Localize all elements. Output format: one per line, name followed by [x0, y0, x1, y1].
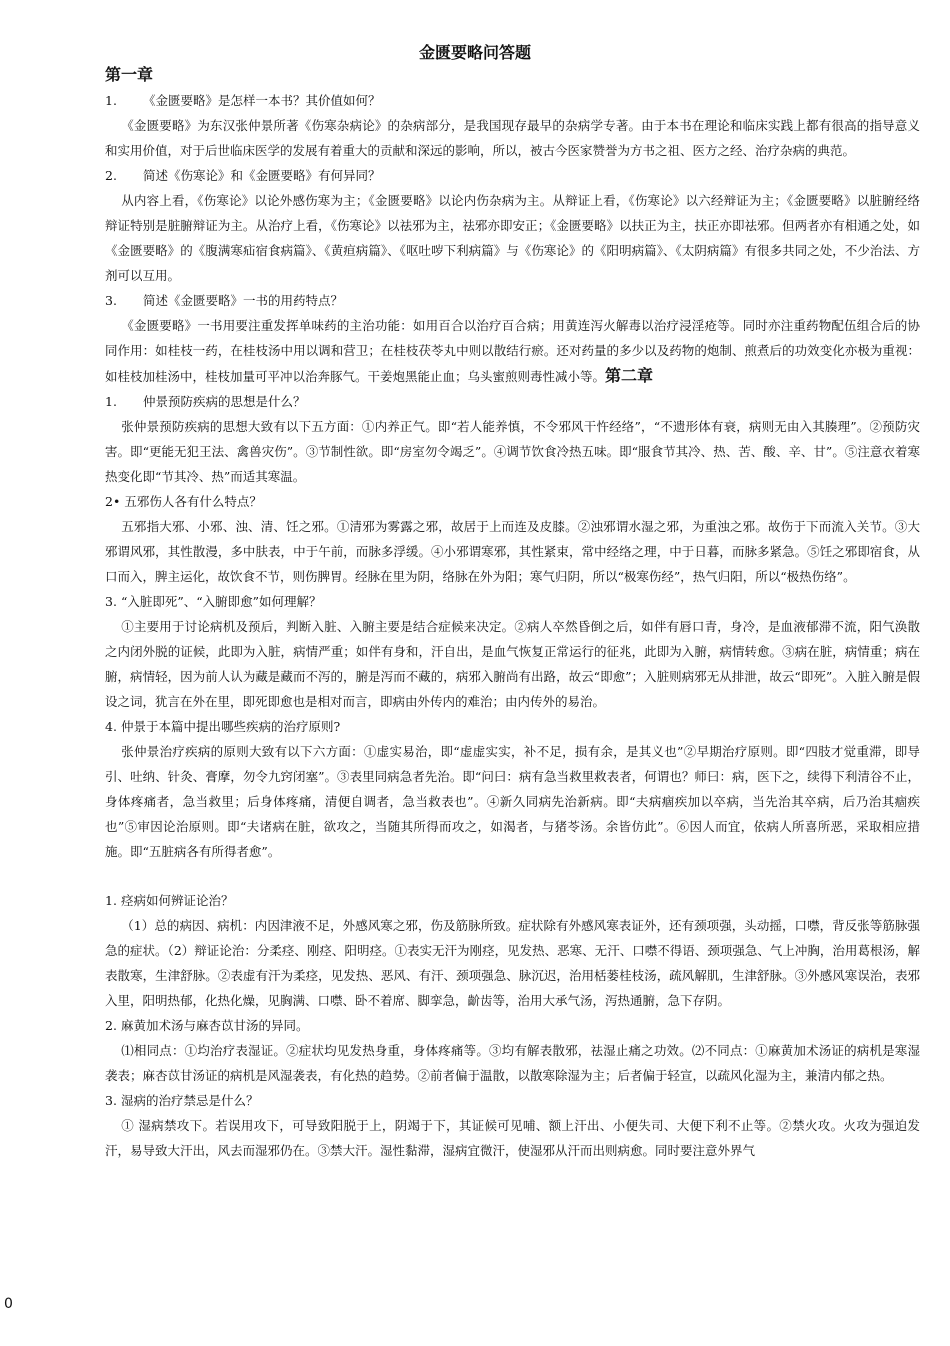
question-text: 五邪伤人各有什么特点？ [124, 494, 262, 509]
question-number: 2. [105, 168, 117, 183]
document-body [105, 62, 920, 1163]
question [105, 88, 920, 113]
question-text: “入脏即死”、“入腑即愈”如何理解？ [120, 594, 322, 609]
answer-paragraph: 五邪指大邪、小邪、浊、清、饪之邪。①清邪为雾露之邪，故居于上而连及皮膝。②浊邪谓水湿之邪，为重浊之邪。故伤于下而流入关节。③大邪谓风邪，其性散漫，多中肤表，中于午前，而脉多浮缓。④小邪谓寒邪，其性紧束，常中经络之理，中于日暮，而脉多紧急。⑤饪之邪即宿食，从口而入，脾主运化，故饮食不节，则伤脾胃。经脉在里为阴，络脉在外为阳；寒气归阴，所以“极寒伤经”，热气归阳，所以“极热伤络”。 [105, 519, 920, 584]
question-number: 1. [105, 93, 117, 108]
question-number: 4. [105, 719, 117, 734]
question [105, 589, 920, 614]
page-number: 0 [4, 1296, 13, 1312]
question-text: 仲景预防疾病的思想是什么？ [143, 394, 306, 409]
question-text: 仲景于本篇中提出哪些疾病的治疗原则? [120, 719, 341, 734]
question [105, 888, 920, 913]
answer-paragraph: ① 湿病禁攻下。若误用攻下，可导致阳脱于上，阴竭于下，其证候可见哺、额上汗出、小便失司、大便下利不止等。②禁火攻。火攻为强迫发汗，易导致大汗出，风去而湿邪仍在。③禁大汗。湿性黏滞，湿病宜微汗，使湿邪从汗而出则病愈。同时要注意外界气 [105, 1118, 920, 1158]
chapter-heading: 第二章 [605, 366, 654, 385]
question [105, 714, 920, 739]
chapter-heading: 第一章 [105, 65, 154, 84]
answer-paragraph [105, 313, 920, 389]
section-gap [105, 864, 920, 888]
answer-paragraph: 从内容上看，《伤寒论》以论外感伤寒为主；《金匮要略》以论内伤杂病为主。从辩证上看，《伤寒论》以六经辩证为主；《金匮要略》以脏腑经络辩证特别是脏腑辩证为主。从治疗上看，《伤寒论》以祛邪为主，祛邪亦即安正；《金匮要略》以扶正为主，扶正亦即祛邪。但两者亦有相通之处，如《金匮要略》的《腹满寒疝宿食病篇》、《黄疸病篇》、《呕吐哕下利病篇》与《伤寒论》的《阳明病篇》、《太阴病篇》有很多共同之处，不少治法、方剂可以互用。 [105, 193, 920, 283]
answer-text: 《金匮要略》一书用要注重发挥单味药的主治功能：如用百合以治疗百合病；用黄连泻火解毒以治疗浸淫疮等。同时亦注重药物配伍组合后的协同作用：如桂枝一药，在桂枝汤中用以调和营卫；在桂枝茯苓丸中则以散结行瘀。还对药量的多少以及药物的炮制、煎煮后的功效变化亦极为重视：如桂枝加桂汤中，桂枝加量可平冲以治奔豚气。干姜炮黑能止血；乌头蜜煎则毒性减小等。 [105, 318, 920, 384]
question-number: 1. [105, 893, 117, 908]
question [105, 489, 920, 514]
question-text: 痉病如何辨证论治？ [120, 893, 234, 908]
question-number: 1. [105, 394, 117, 409]
question [105, 163, 920, 188]
question-number: 3. [105, 1093, 117, 1108]
document-title: 金匮要略问答题 [418, 43, 531, 62]
question-number: 2. [105, 1018, 117, 1033]
question-number: 2• [105, 494, 121, 509]
answer-paragraph: 张仲景治疗疾病的原则大致有以下六方面：①虚实易治，即“虚虚实实，补不足，损有余，是其义也”②早期治疗原则。即“四肢才觉重滞，即导引、吐纳、针灸、膏摩，勿令九窍闭塞”。③表里同病急者先治。即“问曰：病有急当救里救表者，何谓也？师曰：病，医下之，续得下利清谷不止，身体疼痛者，急当救里；后身体疼痛，清便自调者，急当救表也”。④新久同病先治新病。即“夫病痼疾加以卒病，当先治其卒病，后乃治其痼疾也”⑤审因论治原则。即“夫诸病在脏，欲攻之，当随其所得而攻之，如渴者，与猪苓汤。余皆仿此”。⑥因人而宜，依病人所喜所恶，采取相应措施。即“五脏病各有所得者愈”。 [105, 744, 920, 859]
question-number: 3. [105, 293, 117, 308]
question-text: 简述《金匮要略》一书的用药特点？ [143, 293, 344, 308]
answer-paragraph: （1）总的病因、病机：内因津液不足，外感风寒之邪，伤及筋脉所致。症状除有外感风寒表证外，还有颈项强，头动摇，口噤，背反张等筋脉强急的症状。（2）辩证论治：分柔痉、刚痉、阳明痉。①表实无汗为刚痉，见发热、恶寒、无汗、口噤不得语、颈项强急、气上冲胸，治用葛根汤，解表散寒，生津舒脉。②表虚有汗为柔痉，见发热、恶风、有汗、颈项强急、脉沉迟，治用栝蒌桂枝汤，疏风解肌，生津舒脉。③外感风寒误治，表邪入里，阳明热郁，化热化燥，见胸满、口噤、卧不着席、脚挛急，齘齿等，治用大承气汤，泻热通腑，急下存阴。 [105, 918, 920, 1008]
answer-paragraph: 张仲景预防疾病的思想大致有以下五方面：①内养正气。即“若人能养慎，不令邪风干忤经络”，“不遗形体有衰，病则无由入其腠理”。②预防灾害。即“更能无犯王法、禽兽灾伤”。③节制性欲。即“房室勿令竭乏”。④调节饮食冷热五味。即“服食节其冷、热、苦、酸、辛、甘”。⑤注意衣着寒热变化即“节其冷、热”而适其寒温。 [105, 419, 920, 484]
question-text: 《金匮要略》是怎样一本书？其价值如何？ [143, 93, 381, 108]
question [105, 389, 920, 414]
question-text: 湿病的治疗禁忌是什么？ [120, 1093, 259, 1108]
question-number: 3. [105, 594, 117, 609]
answer-paragraph: ①主要用于讨论病机及预后，判断入脏、入腑主要是结合症候来决定。②病人卒然昏倒之后，如伴有唇口青，身冷，是血液郁滞不流，阳气涣散之内闭外脱的证候，此即为入脏，病情严重；如伴有身和，汗自出，是血气恢复正常运行的征兆，此即为入腑，病情转愈。③病在脏，病情重；病在腑，病情轻，因为前人认为藏是藏而不泻的，腑是泻而不藏的，病邪入腑尚有出路，故云“即愈”；入脏则病邪无从排泄，故云“即死”。入脏入腑是假设之词，犹言在外在里，即死即愈也是相对而言，即病由外传内的难治；由内传外的易治。 [105, 619, 920, 709]
question [105, 1013, 920, 1038]
question-text: 简述《伤寒论》和《金匮要略》有何异同？ [143, 168, 381, 183]
question-text: 麻黄加术汤与麻杏苡甘汤的异同。 [120, 1018, 309, 1033]
question [105, 1088, 920, 1113]
answer-paragraph: ⑴相同点：①均治疗表湿证。②症状均见发热身重，身体疼痛等。③均有解表散邪，祛湿止痛之功效。⑵不同点：①麻黄加术汤证的病机是寒湿袭表；麻杏苡甘汤证的病机是风湿袭表，有化热的趋势。②前者偏于温散，以散寒除湿为主；后者偏于轻宣，以疏风化湿为主，兼清内郁之热。 [105, 1043, 920, 1083]
question [105, 288, 920, 313]
answer-paragraph: 《金匮要略》为东汉张仲景所著《伤寒杂病论》的杂病部分，是我国现存最早的杂病学专著。由于本书在理论和临床实践上都有很高的指导意义和实用价值，对于后世临床医学的发展有着重大的贡献和深远的影响，所以，被古今医家赞誉为方书之祖、医方之经、治疗杂病的典范。 [105, 118, 920, 158]
